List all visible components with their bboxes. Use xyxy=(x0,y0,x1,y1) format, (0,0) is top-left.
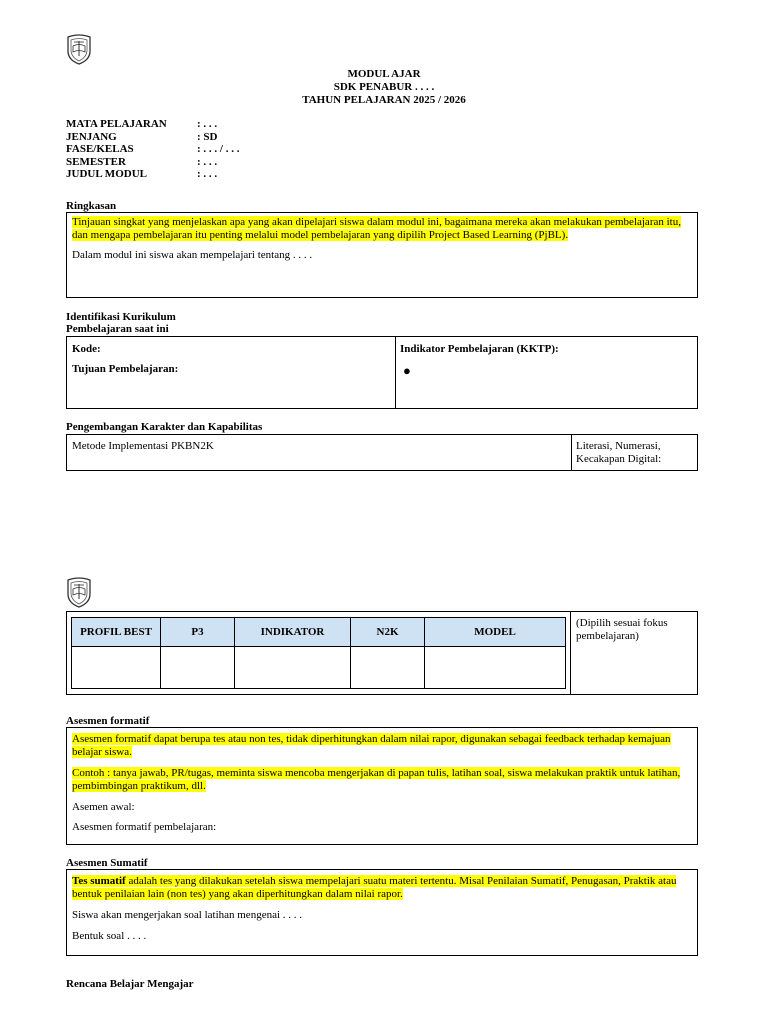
table-cell xyxy=(161,647,235,689)
table-cell xyxy=(72,647,161,689)
formatif-highlight-2: Contoh : tanya jawab, PR/tugas, meminta siswa mencoba mengerjakan di papan tulis, latihan soal, siswa melakukan praktik untuk latihan, pembimbingan praktikum, dll. xyxy=(72,767,681,792)
formatif-highlight-1: Asesmen formatif dapat berupa tes atau non tes, tidak diperhitungkan dalam nilai rapor, digunakan sebagai feedback terhadap kemajuan belajar siswa. xyxy=(72,733,671,758)
table-cell xyxy=(425,647,566,689)
meta-value: : . . . xyxy=(197,156,218,168)
header-n2k: N2K xyxy=(351,618,425,647)
header-indikator: INDIKATOR xyxy=(235,618,351,647)
ringkasan-heading: Ringkasan xyxy=(66,200,117,212)
meta-value: : . . . xyxy=(197,168,218,180)
profil-note: (Dipilih sesuai fokus pembelajaran) xyxy=(576,617,668,642)
school-crest-icon xyxy=(66,33,92,65)
meta-label: JUDUL MODUL xyxy=(66,168,147,180)
formatif-line-1: Asemen awal: xyxy=(72,801,135,813)
karakter-box xyxy=(66,434,698,471)
meta-value: : . . . xyxy=(197,118,218,130)
meta-label: MATA PELAJARAN xyxy=(66,118,167,130)
ringkasan-box xyxy=(66,212,698,298)
divider xyxy=(570,612,571,694)
table-row xyxy=(72,647,566,689)
header-p3: P3 xyxy=(161,618,235,647)
kode-label: Kode: xyxy=(72,343,101,355)
meta-row xyxy=(66,118,217,131)
doc-title: MODUL AJAR xyxy=(347,68,421,80)
meta-row xyxy=(66,143,239,156)
table-cell xyxy=(351,647,425,689)
divider xyxy=(571,435,572,470)
table-cell xyxy=(235,647,351,689)
ringkasan-highlight: Tinjauan singkat yang menjelaskan apa yang akan dipelajari siswa dalam modul ini, bagaimana mereka akan melakukan pembelajaran itu, dan mengapa pembelajaran itu penting melalui model pembelajaran yang dipilih Project Based Learning (PjBL). xyxy=(72,216,681,241)
formatif-heading: Asesmen formatif xyxy=(66,715,150,727)
header-model: MODEL xyxy=(425,618,566,647)
academic-year: TAHUN PELAJARAN 2025 / 2026 xyxy=(302,94,466,106)
sumatif-heading: Asesmen Sumatif xyxy=(66,857,148,869)
meta-row xyxy=(66,168,217,181)
tujuan-label: Tujuan Pembelajaran: xyxy=(72,363,179,375)
school-name: SDK PENABUR . . . . xyxy=(333,81,435,93)
meta-value: : SD xyxy=(197,131,218,143)
meta-value: : . . . / . . . xyxy=(197,143,240,155)
indikator-label: Indikator Pembelajaran (KKTP): xyxy=(400,343,559,355)
sumatif-line-2: Bentuk soal . . . . xyxy=(72,930,147,942)
table-header-row xyxy=(72,618,566,647)
ringkasan-body: Dalam modul ini siswa akan mempelajari tentang . . . . xyxy=(72,249,313,261)
sumatif-highlight: adalah tes yang dilakukan setelah siswa mempelajari suatu materi tertentu. Misal Penilaian Sumatif, Penugasan, Praktik atau bentuk penilaian lain (non tes) yang akan diperhitungkan dalam nilai rapor. xyxy=(72,875,677,900)
header-profil-best: PROFIL BEST xyxy=(72,618,161,647)
meta-label: JENJANG xyxy=(66,131,117,143)
formatif-box xyxy=(66,727,698,845)
identifikasi-heading: Identifikasi Kurikulum xyxy=(66,311,176,323)
rencana-heading: Rencana Belajar Mengajar xyxy=(66,978,194,990)
meta-label: SEMESTER xyxy=(66,156,126,168)
meta-label: FASE/KELAS xyxy=(66,143,134,155)
profil-table xyxy=(71,617,566,689)
karakter-heading: Pengembangan Karakter dan Kapabilitas xyxy=(66,421,263,433)
sumatif-box xyxy=(66,869,698,956)
pembelajaran-heading: Pembelajaran saat ini xyxy=(66,323,169,335)
formatif-line-2: Asesmen formatif pembelajaran: xyxy=(72,821,217,833)
divider xyxy=(395,337,396,408)
school-crest-icon xyxy=(66,576,92,608)
identifikasi-box xyxy=(66,336,698,409)
metode-label: Metode Implementasi PKBN2K xyxy=(72,440,214,452)
bullet-icon: ● xyxy=(403,363,411,378)
literasi-label: Literasi, Numerasi, Kecakapan Digital: xyxy=(576,440,662,465)
sumatif-line-1: Siswa akan mengerjakan soal latihan mengenai . . . . xyxy=(72,909,303,921)
sumatif-highlight-bold: Tes sumatif xyxy=(72,875,126,887)
